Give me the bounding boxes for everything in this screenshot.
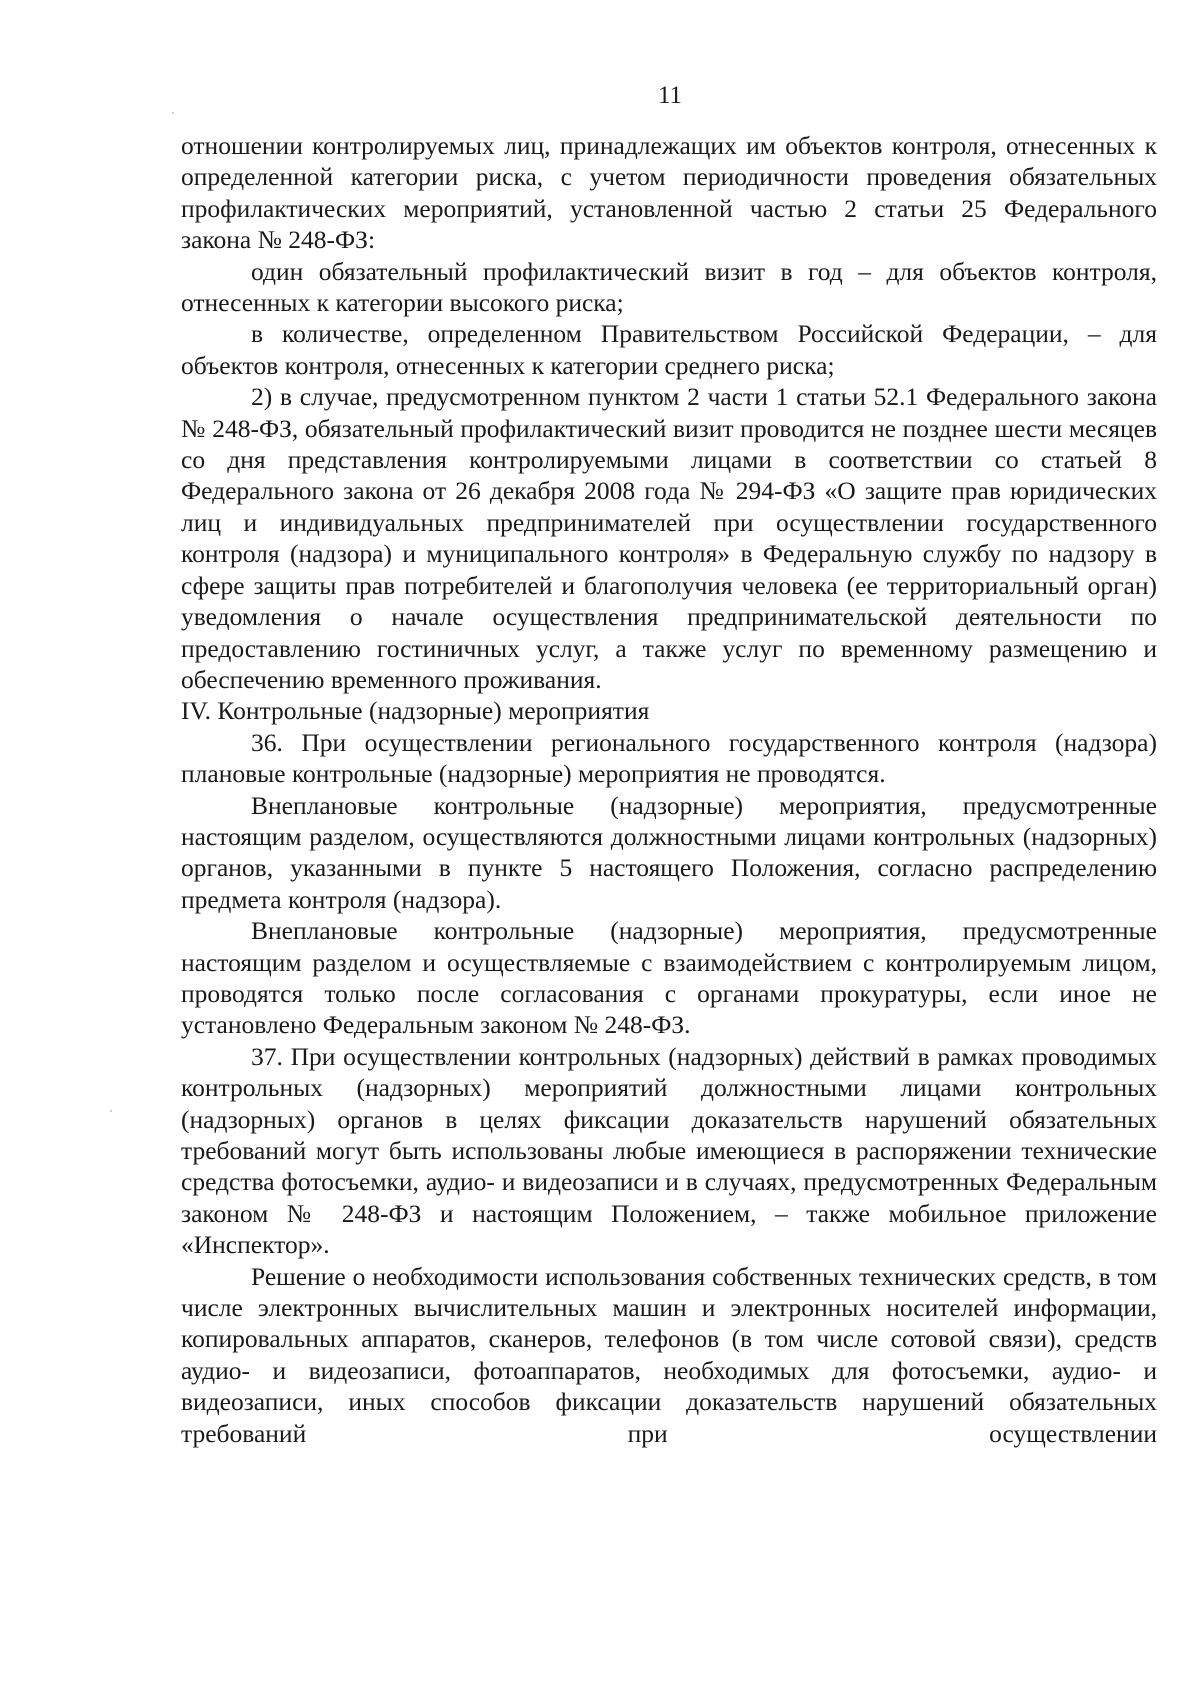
paragraph-37: 37. При осуществлении контрольных (надзорных) действий в рамках проводимых контрольных (надзорных) мероприятий должностными лицами контрольных (надзорных) органов в целях фиксации доказательств нарушений обязательных требований могут быть использованы любые имеющиеся в распоряжении технические средства фотосъемки, аудио- и видеозаписи и в случаях, предусмотренных Федеральным законом № 248-ФЗ и настоящим Положением, – также мобильное приложение «Инспектор».: [181, 1041, 1157, 1260]
paragraph-high-risk: один обязательный профилактический визит в год – для объектов контроля, отнесенных к категории высокого риска;: [181, 256, 1157, 318]
scan-speck: [110, 1110, 112, 1112]
scan-speck: [172, 112, 174, 114]
paragraph-technical-means: Решение о необходимости использования собственных технических средств, в том числе электронных вычислительных машин и электронных носителей информации, копировальных аппаратов, сканеров, телефонов (в том числе сотовой связи), средств аудио- и видеозаписи, фотоаппаратов, необходимых для фотосъемки, аудио- и видеозаписи, иных способов фиксации доказательств нарушений обязательных требований при осуществлении: [181, 1261, 1157, 1448]
paragraph-continuation: отношении контролируемых лиц, принадлежащих им объектов контроля, отнесенных к определенной категории риска, с учетом периодичности проведения обязательных профилактических мероприятий, установленной частью 2 статьи 25 Федерального закона № 248-ФЗ:: [181, 131, 1157, 255]
paragraph-prosecutor-approval: Внеплановые контрольные (надзорные) мероприятия, предусмотренные настоящим разделом и осуществляемые с взаимодействием с контролируемым лицом, проводятся только после согласования с органами прокуратуры, если иное не установлено Федеральным законом № 248-ФЗ.: [181, 916, 1157, 1040]
paragraph-unplanned-measures: Внеплановые контрольные (надзорные) мероприятия, предусмотренные настоящим разделом, осуществляются должностными лицами контрольных (надзорных) органов, указанными в пункте 5 настоящего Положения, согласно распределению предмета контроля (надзора).: [181, 790, 1157, 914]
section-heading: IV. Контрольные (надзорные) мероприятия: [181, 696, 650, 726]
paragraph-medium-risk: в количестве, определенном Правительством Российской Федерации, – для объектов контроля, отнесенных к категории среднего риска;: [181, 319, 1157, 380]
page-number: 11: [657, 82, 683, 109]
paragraph-36: 36. При осуществлении регионального государственного контроля (надзора) плановые контрольные (надзорные) мероприятия не проводятся.: [181, 727, 1157, 789]
document-body: [181, 130, 1157, 1449]
paragraph-item-2: 2) в случае, предусмотренном пунктом 2 части 1 статьи 52.1 Федерального закона № 248-ФЗ, обязательный профилактический визит проводится не позднее шести месяцев со дня представления контролируемыми лицами в соответствии со статьей 8 Федерального закона от 26 декабря 2008 года № 294-ФЗ «О защите прав юридических лиц и индивидуальных предпринимателей при осуществлении государственного контроля (надзора) и муниципального контроля» в Федеральную службу по надзору в сфере защиты прав потребителей и благополучия человека (ее территориальный орган) уведомления о начале осуществления предпринимательской деятельности по предоставлению гостиничных услуг, а также услуг по временному размещению и обеспечению временного проживания.: [181, 382, 1157, 694]
